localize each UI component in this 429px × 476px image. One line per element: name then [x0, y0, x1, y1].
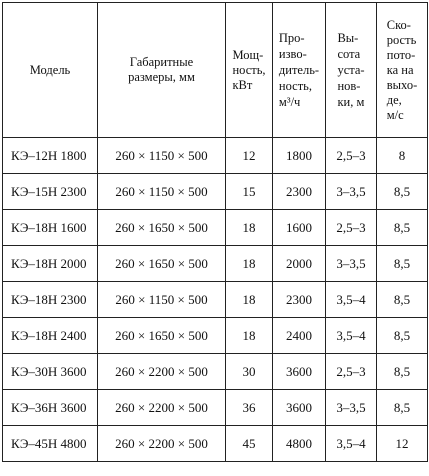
cell-flow: 2400 — [273, 318, 326, 354]
cell-power: 18 — [226, 282, 273, 318]
table-row — [3, 246, 428, 282]
cell-speed: 8,5 — [377, 282, 428, 318]
table-row — [3, 174, 428, 210]
header-speed: Ско- рость пото- ка на выхо- де, м/с — [377, 3, 428, 138]
cell-speed: 8,5 — [377, 174, 428, 210]
table-row — [3, 138, 428, 174]
cell-flow: 2300 — [273, 282, 326, 318]
header-model: Модель — [3, 3, 98, 138]
cell-speed: 8 — [377, 138, 428, 174]
cell-power: 30 — [226, 354, 273, 390]
cell-model: КЭ–12Н 1800 — [3, 138, 98, 174]
cell-dims: 260 × 1150 × 500 — [98, 174, 226, 210]
cell-power: 18 — [226, 318, 273, 354]
header-dims: Габаритные размеры, мм — [98, 3, 226, 138]
table-row — [3, 282, 428, 318]
cell-height: 3,5–4 — [326, 282, 377, 318]
table-body — [3, 138, 428, 462]
cell-height: 3–3,5 — [326, 174, 377, 210]
cell-dims: 260 × 1650 × 500 — [98, 246, 226, 282]
table-row — [3, 210, 428, 246]
cell-dims: 260 × 1150 × 500 — [98, 282, 226, 318]
cell-power: 12 — [226, 138, 273, 174]
spec-table — [2, 2, 428, 462]
cell-dims: 260 × 1650 × 500 — [98, 210, 226, 246]
cell-dims: 260 × 2200 × 500 — [98, 390, 226, 426]
cell-height: 2,5–3 — [326, 210, 377, 246]
cell-dims: 260 × 2200 × 500 — [98, 354, 226, 390]
header-power: Мощ- ность, кВт — [226, 3, 273, 138]
cell-flow: 4800 — [273, 426, 326, 462]
cell-power: 18 — [226, 210, 273, 246]
cell-speed: 8,5 — [377, 318, 428, 354]
cell-dims: 260 × 2200 × 500 — [98, 426, 226, 462]
cell-flow: 3600 — [273, 390, 326, 426]
table-row — [3, 318, 428, 354]
header-row — [3, 3, 428, 138]
cell-dims: 260 × 1150 × 500 — [98, 138, 226, 174]
cell-model: КЭ–15Н 2300 — [3, 174, 98, 210]
cell-model: КЭ–18Н 1600 — [3, 210, 98, 246]
table-row — [3, 426, 428, 462]
cell-height: 2,5–3 — [326, 354, 377, 390]
cell-height: 3,5–4 — [326, 318, 377, 354]
cell-power: 15 — [226, 174, 273, 210]
cell-height: 3,5–4 — [326, 426, 377, 462]
cell-height: 3–3,5 — [326, 246, 377, 282]
cell-model: КЭ–18Н 2300 — [3, 282, 98, 318]
cell-power: 45 — [226, 426, 273, 462]
cell-power: 36 — [226, 390, 273, 426]
cell-flow: 2300 — [273, 174, 326, 210]
cell-speed: 8,5 — [377, 354, 428, 390]
cell-model: КЭ–18Н 2400 — [3, 318, 98, 354]
cell-flow: 3600 — [273, 354, 326, 390]
cell-power: 18 — [226, 246, 273, 282]
cell-height: 3–3,5 — [326, 390, 377, 426]
header-flow: Про- изво- дитель- ность, м³/ч — [273, 3, 326, 138]
cell-speed: 8,5 — [377, 390, 428, 426]
cell-speed: 8,5 — [377, 210, 428, 246]
header-height: Вы- сота уста- нов- ки, м — [326, 3, 377, 138]
table-row — [3, 354, 428, 390]
cell-flow: 1800 — [273, 138, 326, 174]
cell-model: КЭ–36Н 3600 — [3, 390, 98, 426]
cell-model: КЭ–18Н 2000 — [3, 246, 98, 282]
cell-dims: 260 × 1650 × 500 — [98, 318, 226, 354]
cell-model: КЭ–30Н 3600 — [3, 354, 98, 390]
cell-speed: 12 — [377, 426, 428, 462]
cell-height: 2,5–3 — [326, 138, 377, 174]
cell-model: КЭ–45Н 4800 — [3, 426, 98, 462]
cell-flow: 2000 — [273, 246, 326, 282]
table-row — [3, 390, 428, 426]
cell-flow: 1600 — [273, 210, 326, 246]
cell-speed: 8,5 — [377, 246, 428, 282]
